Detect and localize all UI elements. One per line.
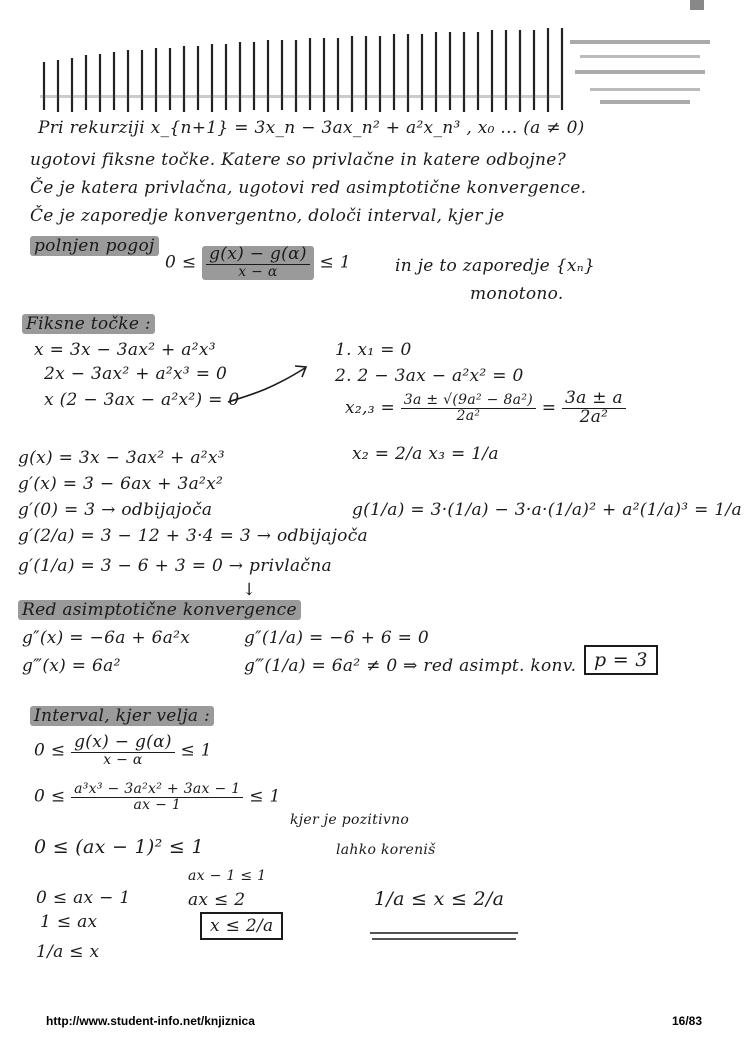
g-prime: g′(x) = 3 − 6ax + 3a²x² [18, 474, 224, 494]
g-third-1a: g‴(1/a) = 6a² ≠ 0 ⇒ red asimpt. konv. [244, 656, 577, 676]
branch-a-1: ax − 1 ≤ 1 [188, 868, 267, 884]
note-root: lahko koreniš [336, 842, 436, 858]
g-third: g‴(x) = 6a² [22, 656, 121, 676]
fixed-eq-2: 2x − 3ax² + a²x³ = 0 [44, 364, 228, 384]
condition-denominator: x − α [238, 263, 278, 280]
order-result: p = 3 [584, 645, 658, 675]
condition-tail-1: in je to zaporedje {xₙ} [395, 256, 596, 276]
condition-tail-2: monotono. [470, 284, 564, 304]
fixed-heading: Fiksne točke : [22, 314, 155, 334]
note-positive: kjer je pozitivno [290, 812, 410, 828]
g-second: g″(x) = −6a + 6a²x [22, 628, 191, 648]
down-arrow: ↓ [242, 580, 257, 600]
condition-numerator: g(x) − g(α) [206, 246, 310, 265]
problem-line-1: Pri rekurziji x_{n+1} = 3x_n − 3ax_n² + a²x_n³ , x₀ ... (a ≠ 0) [38, 118, 585, 138]
g-prime-0: g′(0) = 3 → odbijajoča [18, 500, 213, 520]
g-second-1a: g″(1/a) = −6 + 6 = 0 [244, 628, 430, 648]
interval-ineq-3: 0 ≤ (ax − 1)² ≤ 1 [34, 836, 204, 858]
g-of-1a: g(1/a) = 3·(1/a) − 3·a·(1/a)² + a²(1/a)³ = 1/a [352, 500, 742, 520]
problem-line-4: Če je zaporedje konvergentno, določi interval, kjer je [30, 206, 505, 226]
problem-line-2: ugotovi fiksne točke. Katere so privlačne in katere odbojne? [30, 150, 567, 170]
problem-line-3: Če je katera privlačna, ugotovi red asimptotične konvergence. [30, 178, 587, 198]
fixed-eq-3: x (2 − 3ax − a²x²) = 0 [44, 390, 240, 410]
fixed-root-2: 2. 2 − 3ax − a²x² = 0 [335, 366, 524, 386]
g-prime-1a: g′(1/a) = 3 − 6 + 3 = 0 → privlačna [18, 556, 332, 576]
branch-b-2: 1 ≤ ax [40, 912, 98, 932]
interval-ineq-1: 0 ≤ $\frac{g(x) - g(\alpha)}{x - \alpha}$ ≤ 1 [34, 732, 212, 768]
branch-a-2: ax ≤ 2 [188, 890, 246, 910]
branch-b-3: 1/a ≤ x [36, 942, 100, 962]
fixed-root-1: 1. x₁ = 0 [335, 340, 412, 360]
footer-url[interactable]: http://www.student-info.net/knjiznica [46, 1014, 255, 1028]
page-number: 16/83 [672, 1014, 703, 1028]
quadratic-formula: x₂,₃ = $\frac{\text{3a ± √(9a² − 8a²)}}{\text{2a²}}$ = $\frac{3a \pm a}{\text{2a²}}$ [345, 390, 626, 427]
fixed-roots-values: x₂ = 2/a x₃ = 1/a [352, 444, 499, 464]
interval-ineq-2: 0 ≤ $\frac{\text{a³x³ − 3a²x² + 3ax − 1}}{ax - 1}$ ≤ 1 [34, 781, 281, 813]
problem-condition: 0 ≤ $\frac{g(x) - g(\alpha)}{x - \alpha}$ ≤ 1 [165, 244, 351, 280]
problem-condition-label: polnjen pogoj [30, 236, 159, 256]
interval-heading: Interval, kjer velja : [30, 706, 214, 726]
order-heading: Red asimptotične konvergence [18, 600, 301, 620]
branch-a-3: x ≤ 2/a [200, 912, 283, 940]
interval-result: 1/a ≤ x ≤ 2/a [374, 888, 505, 910]
fixed-eq-1: x = 3x − 3ax² + a²x³ [34, 340, 216, 360]
branch-b-1: 0 ≤ ax − 1 [36, 888, 131, 908]
g-prime-2a: g′(2/a) = 3 − 12 + 3·4 = 3 → odbijajoča [18, 526, 368, 546]
g-definition: g(x) = 3x − 3ax² + a²x³ [18, 448, 225, 468]
